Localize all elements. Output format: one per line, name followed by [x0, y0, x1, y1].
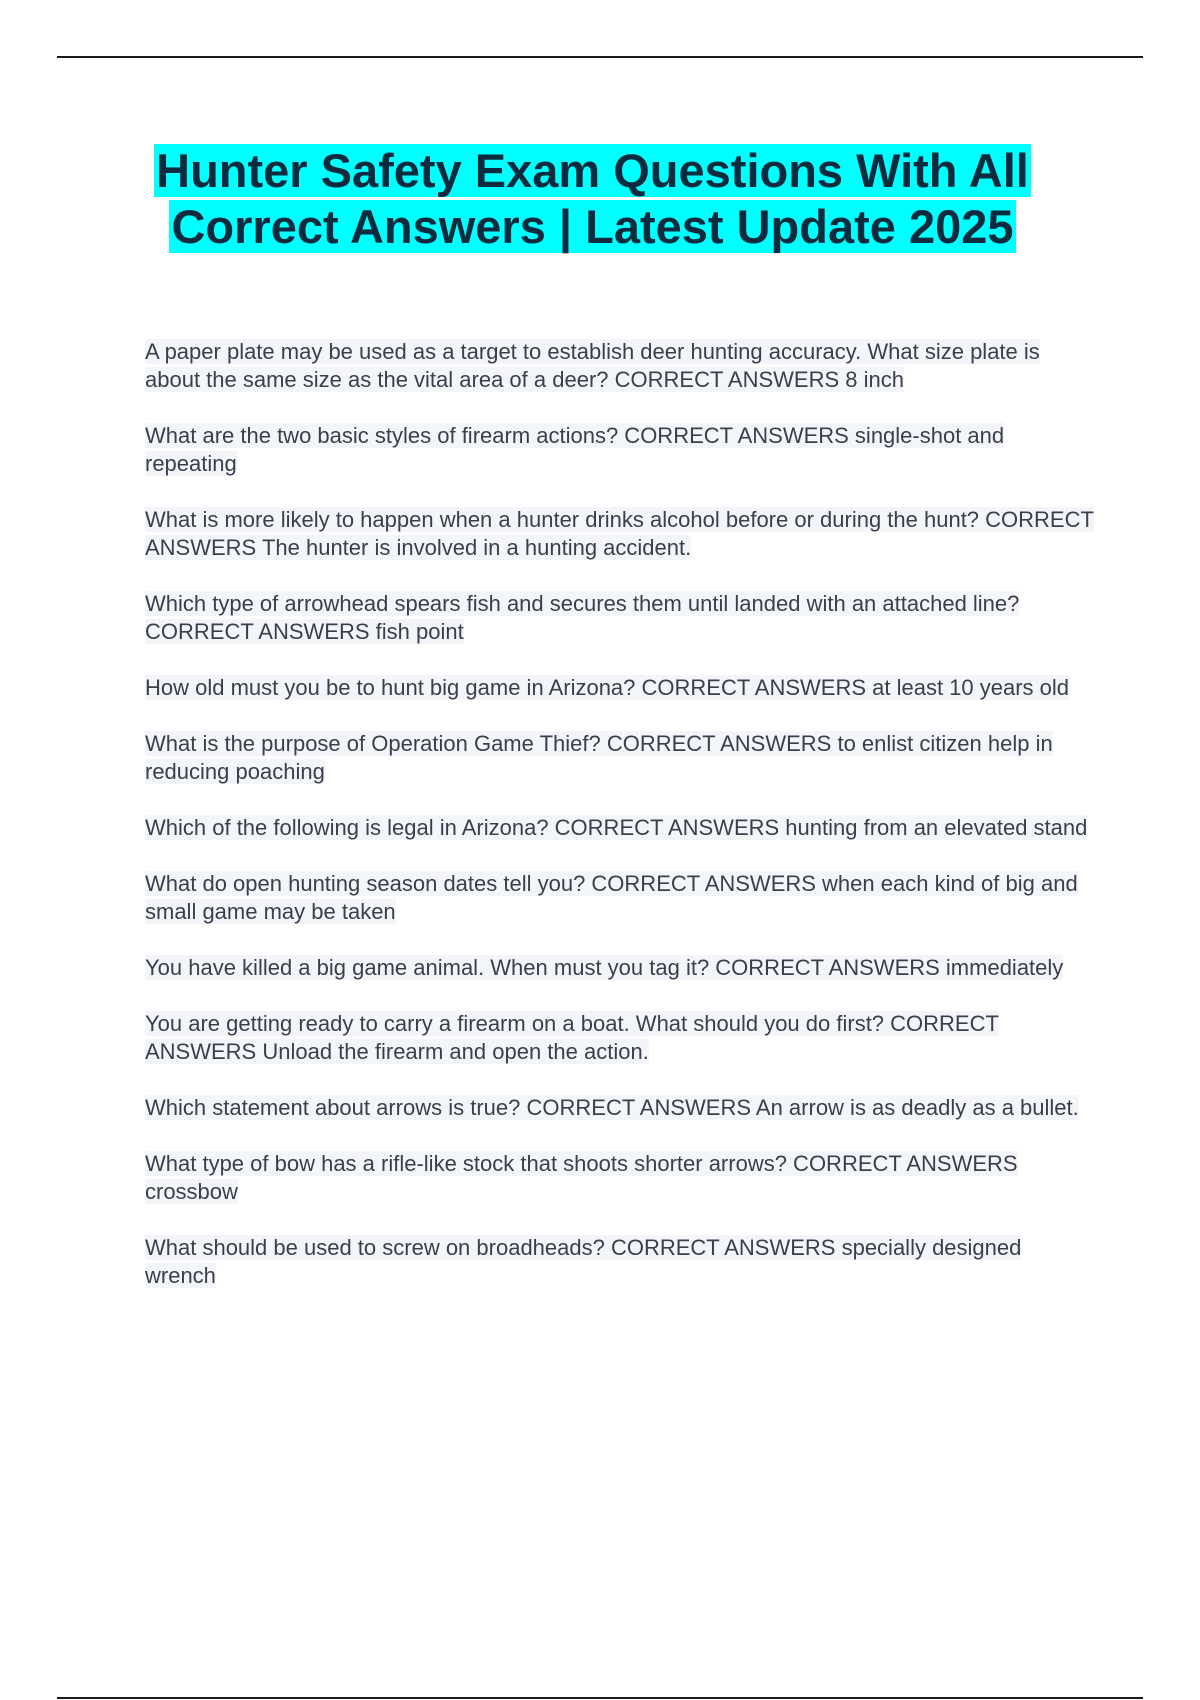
document-title: [145, 143, 1040, 255]
qa-item: You are getting ready to carry a firearm on a boat. What should you do first? CORRECT ANSWERS Unload the firearm and open the action.: [145, 1011, 999, 1064]
qa-item: What is the purpose of Operation Game Thief? CORRECT ANSWERS to enlist citizen help in reducing poaching: [145, 731, 1053, 784]
qa-item: How old must you be to hunt big game in Arizona? CORRECT ANSWERS at least 10 years old: [145, 675, 1070, 700]
qa-item: Which type of arrowhead spears fish and secures them until landed with an attached line? CORRECT ANSWERS fish point: [145, 591, 1020, 644]
qa-item: Which statement about arrows is true? CORRECT ANSWERS An arrow is as deadly as a bullet.: [145, 1095, 1079, 1120]
top-rule: [57, 56, 1143, 58]
qa-item: What should be used to screw on broadheads? CORRECT ANSWERS specially designed wrench: [145, 1235, 1022, 1288]
qa-item: A paper plate may be used as a target to establish deer hunting accuracy. What size plate is about the same size as the vital area of a deer? CORRECT ANSWERS 8 inch: [145, 339, 1040, 392]
qa-item: What type of bow has a rifle-like stock that shoots shorter arrows? CORRECT ANSWERS crossbow: [145, 1151, 1018, 1204]
qa-item: What is more likely to happen when a hunter drinks alcohol before or during the hunt? CORRECT ANSWERS The hunter is involved in a hunting accident.: [145, 507, 1094, 560]
qa-item: What do open hunting season dates tell you? CORRECT ANSWERS when each kind of big and small game may be taken: [145, 871, 1078, 924]
qa-item: Which of the following is legal in Arizona? CORRECT ANSWERS hunting from an elevated stand: [145, 815, 1088, 840]
qa-list: [145, 338, 1095, 1318]
document-title-text: Hunter Safety Exam Questions With All Correct Answers | Latest Update 2025: [156, 144, 1029, 253]
qa-item: You have killed a big game animal. When must you tag it? CORRECT ANSWERS immediately: [145, 955, 1064, 980]
bottom-rule: [57, 1697, 1143, 1699]
qa-item: What are the two basic styles of firearm actions? CORRECT ANSWERS single-shot and repeating: [145, 423, 1005, 476]
